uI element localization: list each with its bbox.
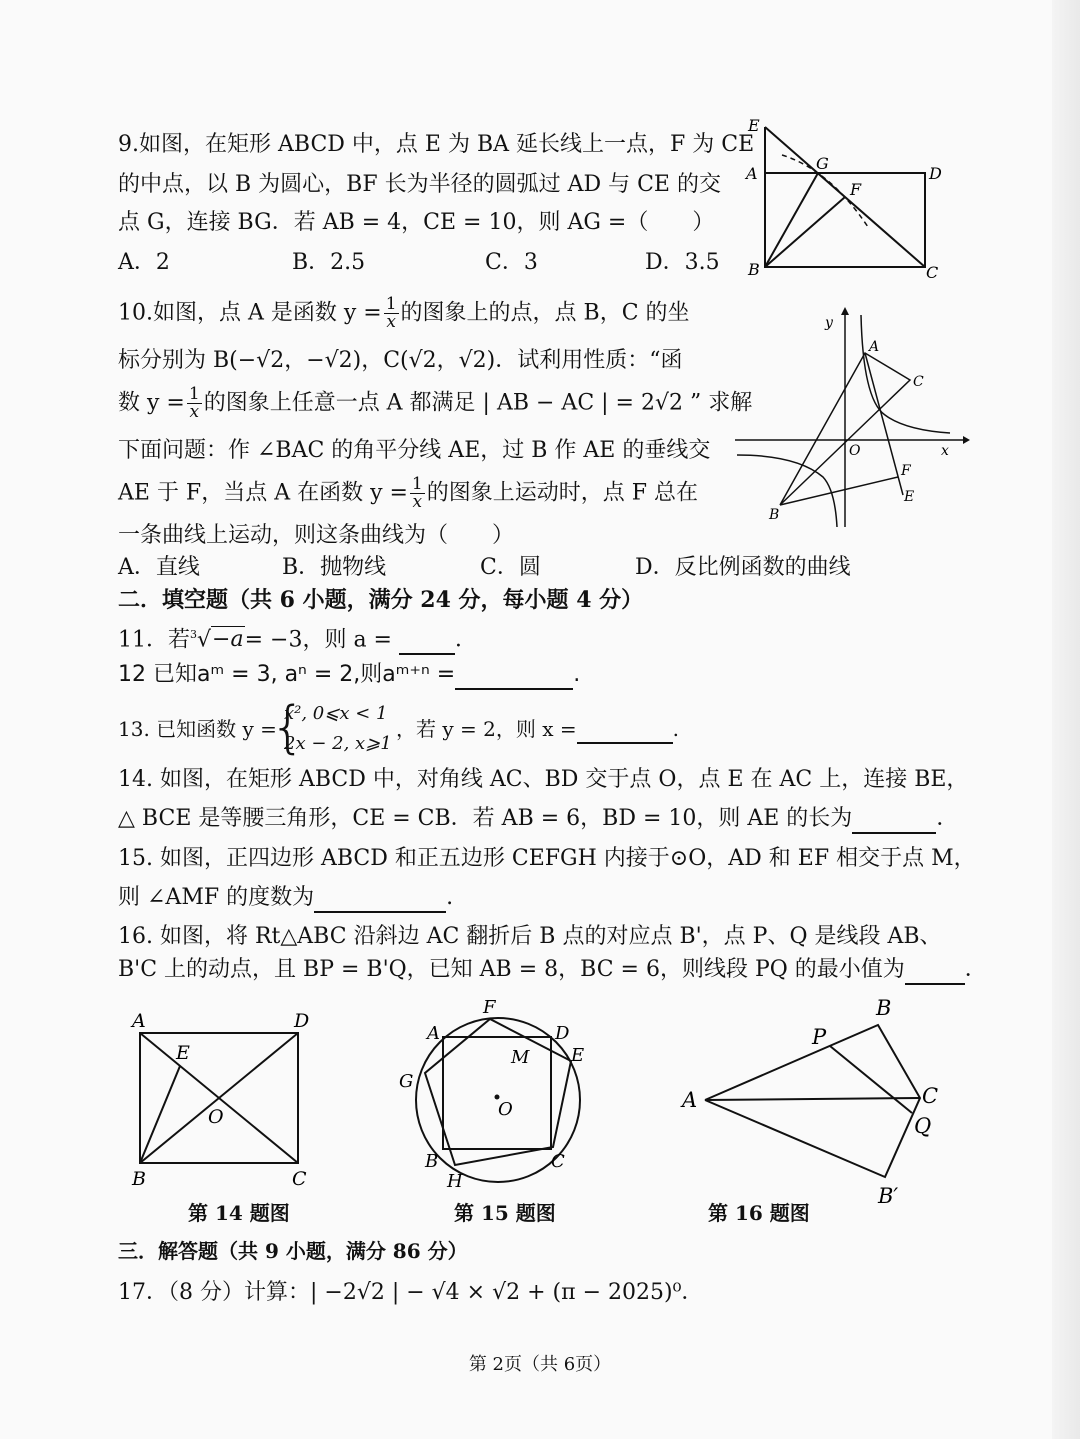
fig14-caption: 第 14 题图 <box>188 1201 290 1225</box>
q9-figure <box>740 115 950 285</box>
q9-option-a: A．2 <box>118 250 170 275</box>
q10-label-y: y <box>825 315 833 331</box>
fig15-caption: 第 15 题图 <box>454 1201 556 1225</box>
fig16-label-c: C <box>922 1084 939 1108</box>
fig16-label-q: Q <box>914 1114 932 1138</box>
q11-answer-blank[interactable] <box>399 631 455 655</box>
q9-label-f: F <box>850 180 862 199</box>
fig15-label-a: A <box>427 1023 440 1044</box>
q10-label-a: A <box>869 339 880 355</box>
q10-line1: 10.如图，点 A 是函数 y = $\frac{1}{x}$ 的图象上的点，点 B，C 的坐 <box>118 294 690 332</box>
fig15-label-e: E <box>571 1045 585 1066</box>
fig15-label-m: M <box>511 1047 530 1068</box>
fig15 <box>395 995 595 1195</box>
q10-label-x: x <box>941 443 949 459</box>
q9-option-b: B．2.5 <box>292 250 366 275</box>
fig14-label-a: A <box>132 1010 146 1032</box>
q10-label-c: C <box>913 374 924 390</box>
q13-tail: ，若 y = 2，则 x = . <box>396 714 679 744</box>
page-edge-shadow <box>1052 0 1080 1439</box>
fig16 <box>680 995 950 1210</box>
fig15-label-f: F <box>483 997 496 1018</box>
fig15-label-b: B <box>425 1151 439 1172</box>
fig16-label-b-prime: B′ <box>878 1184 899 1208</box>
q11-line: 11．若$^3$√−a= −3，则 a = ． <box>118 620 477 655</box>
q10-label-e: E <box>904 489 915 505</box>
q13-lead: 13. 已知函数 y = <box>118 717 277 741</box>
fig14-label-o: O <box>208 1106 224 1128</box>
q10-option-c: C．圆 <box>480 555 541 580</box>
fig15-label-d: D <box>555 1023 570 1044</box>
q9-label-d: D <box>929 164 942 183</box>
q14-line1: 14. 如图，在矩形 ABCD 中，对角线 AC、BD 交于点 O，点 E 在 AC 上，连接 BE， <box>118 767 969 792</box>
fig15-label-g: G <box>399 1071 414 1092</box>
fig15-label-c: C <box>551 1151 565 1172</box>
q16-answer-blank[interactable] <box>905 961 965 985</box>
q9-label-e: E <box>748 116 760 135</box>
fig14 <box>128 1005 328 1190</box>
q10-line5: AE 于 F，当点 A 在函数 y = $\frac{1}{x}$ 的图象上运动时，点 F 总在 <box>118 474 699 512</box>
fig15-label-o: O <box>498 1099 513 1120</box>
fig16-label-p: P <box>812 1025 827 1049</box>
q14-answer-blank[interactable] <box>852 810 936 834</box>
q9-option-d: D．3.5 <box>645 250 720 275</box>
q13-piece2: 2x − 2, x⩾1 <box>284 733 392 754</box>
q15-line1: 15. 如图，正四边形 ABCD 和正五边形 CEFGH 内接于⊙O，AD 和 EF 相交于点 M， <box>118 846 976 871</box>
q16-line2: B'C 上的动点，且 BP = B'Q，已知 AB = 8，BC = 6，则线段 PQ 的最小值为 ． <box>118 955 987 985</box>
q9-option-c: C．3 <box>485 250 538 275</box>
q9-label-g: G <box>816 154 829 173</box>
q9-line1: 9.如图，在矩形 ABCD 中，点 E 为 BA 延长线上一点，F 为 CE <box>118 132 755 157</box>
q15-line2: 则 ∠AMF 的度数为 . <box>118 883 453 913</box>
fig14-label-b: B <box>132 1168 146 1190</box>
q10-line4: 下面问题：作 ∠BAC 的角平分线 AE，过 B 作 AE 的垂线交 <box>118 438 711 463</box>
fig16-label-a: A <box>682 1088 698 1112</box>
fig14-label-c: C <box>292 1168 307 1190</box>
q10-line3: 数 y = $\frac{1}{x}$ 的图象上任意一点 A 都满足 | AB − AC | = 2√2 ” 求解 <box>118 384 753 422</box>
q10-label-o: O <box>849 443 861 459</box>
section3-heading: 三．解答题（共 9 小题，满分 86 分） <box>118 1239 468 1263</box>
q16-line1: 16. 如图，将 Rt△ABC 沿斜边 AC 翻折后 B 点的对应点 B'，点 P、Q 是线段 AB、 <box>118 924 942 949</box>
fig16-label-b: B <box>876 996 892 1020</box>
q10-option-a: A．直线 <box>118 555 200 580</box>
section2-heading: 二．填空题（共 6 小题，满分 24 分，每小题 4 分） <box>118 587 644 613</box>
q13-piece1: x², 0⩽x < 1 <box>284 703 388 724</box>
q13-brace: { <box>270 695 306 760</box>
q14-line2: △ BCE 是等腰三角形，CE = CB．若 AB = 6，BD = 10，则 AE 的长为 ． <box>118 804 958 834</box>
q10-line6: 一条曲线上运动，则这条曲线为（ ） <box>118 523 515 548</box>
q9-line3: 点 G，连接 BG．若 AB = 4，CE = 10，则 AG =（ ） <box>118 210 715 235</box>
q9-label-a: A <box>746 164 758 183</box>
fig14-label-e: E <box>176 1042 190 1064</box>
q10-line2: 标分别为 B(−√2，−√2)，C(√2，√2)．试利用性质：“函 <box>118 348 683 373</box>
q12-answer-blank[interactable] <box>455 666 573 690</box>
q9-label-c: C <box>926 263 939 282</box>
q9-label-b: B <box>748 260 760 279</box>
q9-line2: 的中点，以 B 为圆心，BF 长为半径的圆弧过 AD 与 CE 的交 <box>118 172 721 197</box>
q10-option-b: B．抛物线 <box>282 555 387 580</box>
q12-line: 12 已知aᵐ = 3, aⁿ = 2,则aᵐ⁺ⁿ = . <box>118 660 580 690</box>
page-footer: 第 2页（共 6页） <box>468 1354 612 1375</box>
fig14-label-d: D <box>294 1010 310 1032</box>
q10-option-d: D．反比例函数的曲线 <box>635 555 851 580</box>
q10-figure <box>735 305 970 530</box>
q10-label-f: F <box>901 463 911 479</box>
q10-label-b: B <box>769 507 780 523</box>
fig16-caption: 第 16 题图 <box>708 1201 810 1225</box>
q17-line: 17．（8 分）计算：| −2√2 | − √4 × √2 + (π − 2025)⁰． <box>118 1280 704 1305</box>
q13-answer-blank[interactable] <box>577 720 673 744</box>
fig15-label-h: H <box>447 1171 463 1192</box>
q15-answer-blank[interactable] <box>314 889 446 913</box>
